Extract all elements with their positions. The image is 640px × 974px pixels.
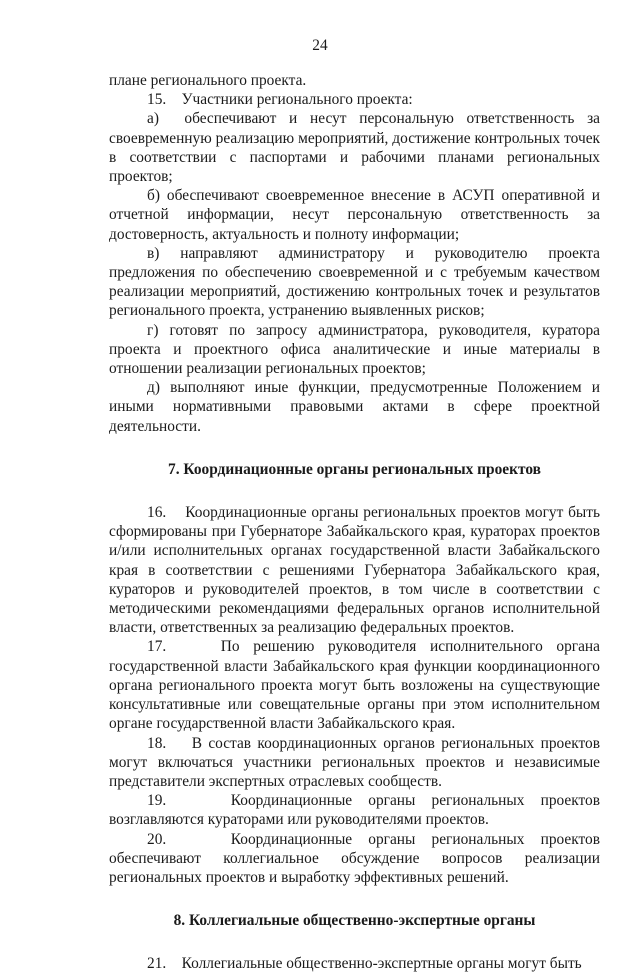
paragraph-item-15: 15. Участники регионального проекта: xyxy=(147,91,413,109)
paragraph-item-15a: а) обеспечивают и несут персональную ответственность за своевременную реализацию мероприятий, достижение контрольных точек в соответствии с паспортами и рабочими планами региональных проектов; xyxy=(109,110,600,186)
section-7-heading: 7. Координационные органы региональных проектов xyxy=(168,460,541,478)
paragraph-item-17: 17. По решению руководителя исполнительного органа государственной власти Забайкальского края функции координационного органа регионального проекта могут быть возложены на существующие консультативные или совещательные органы при этом исполнительном органе государственной власти Забайкальского края. xyxy=(109,638,600,733)
paragraph-item-21: 21. Коллегиальные общественно-экспертные органы могут быть xyxy=(147,955,582,973)
page-number: 24 xyxy=(312,37,328,54)
paragraph-continuation: плане регионального проекта. xyxy=(109,72,307,89)
paragraph-item-15d: д) выполняют иные функции, предусмотренные Положением и иными нормативными правовыми актами в сфере проектной деятельности. xyxy=(109,379,600,435)
section-8-heading: 8. Коллегиальные общественно-экспертные органы xyxy=(173,912,536,930)
paragraph-item-15g: г) готовят по запросу администратора, руководителя, куратора проекта и проектного офиса аналитические и иные материалы в отношении реализации региональных проектов; xyxy=(109,321,600,378)
paragraph-item-20: 20. Координационные органы региональных проектов обеспечивают коллегиальное обсуждение вопросов реализации региональных проектов и выработку эффективных решений. xyxy=(109,830,600,886)
paragraph-item-15v: в) направляют администратору и руководителю проекта предложения по обеспечению своевременной и с требуемым качеством реализации мероприятий, достижению контрольных точек и результатов регионального проекта, устранению выявленных рисков; xyxy=(109,244,600,320)
paragraph-item-18: 18. В состав координационных органов региональных проектов могут включаться участники региональных проектов и независимые представители экспертных отраслевых сообществ. xyxy=(109,734,600,790)
paragraph-item-19: 19. Координационные органы региональных проектов возглавляются кураторами или руководителями проектов. xyxy=(109,792,600,829)
paragraph-item-15b: б) обеспечивают своевременное внесение в АСУП оперативной и отчетной информации, несут персональную ответственность за достоверность, актуальность и полноту информации; xyxy=(109,187,600,243)
paragraph-item-16: 16. Координационные органы региональных проектов могут быть сформированы при Губернаторе Забайкальского края, кураторах проектов и/или исполнительных органах государственной власти Забайкальского края в соответствии с решениями Губернатора Забайкальского края, кураторов и руководителей проектов, в том числе в соответствии с методическими рекомендациями федеральных органов исполнительной власти, ответственных за реализацию федеральных проектов. xyxy=(109,504,600,637)
document-body xyxy=(109,71,600,974)
